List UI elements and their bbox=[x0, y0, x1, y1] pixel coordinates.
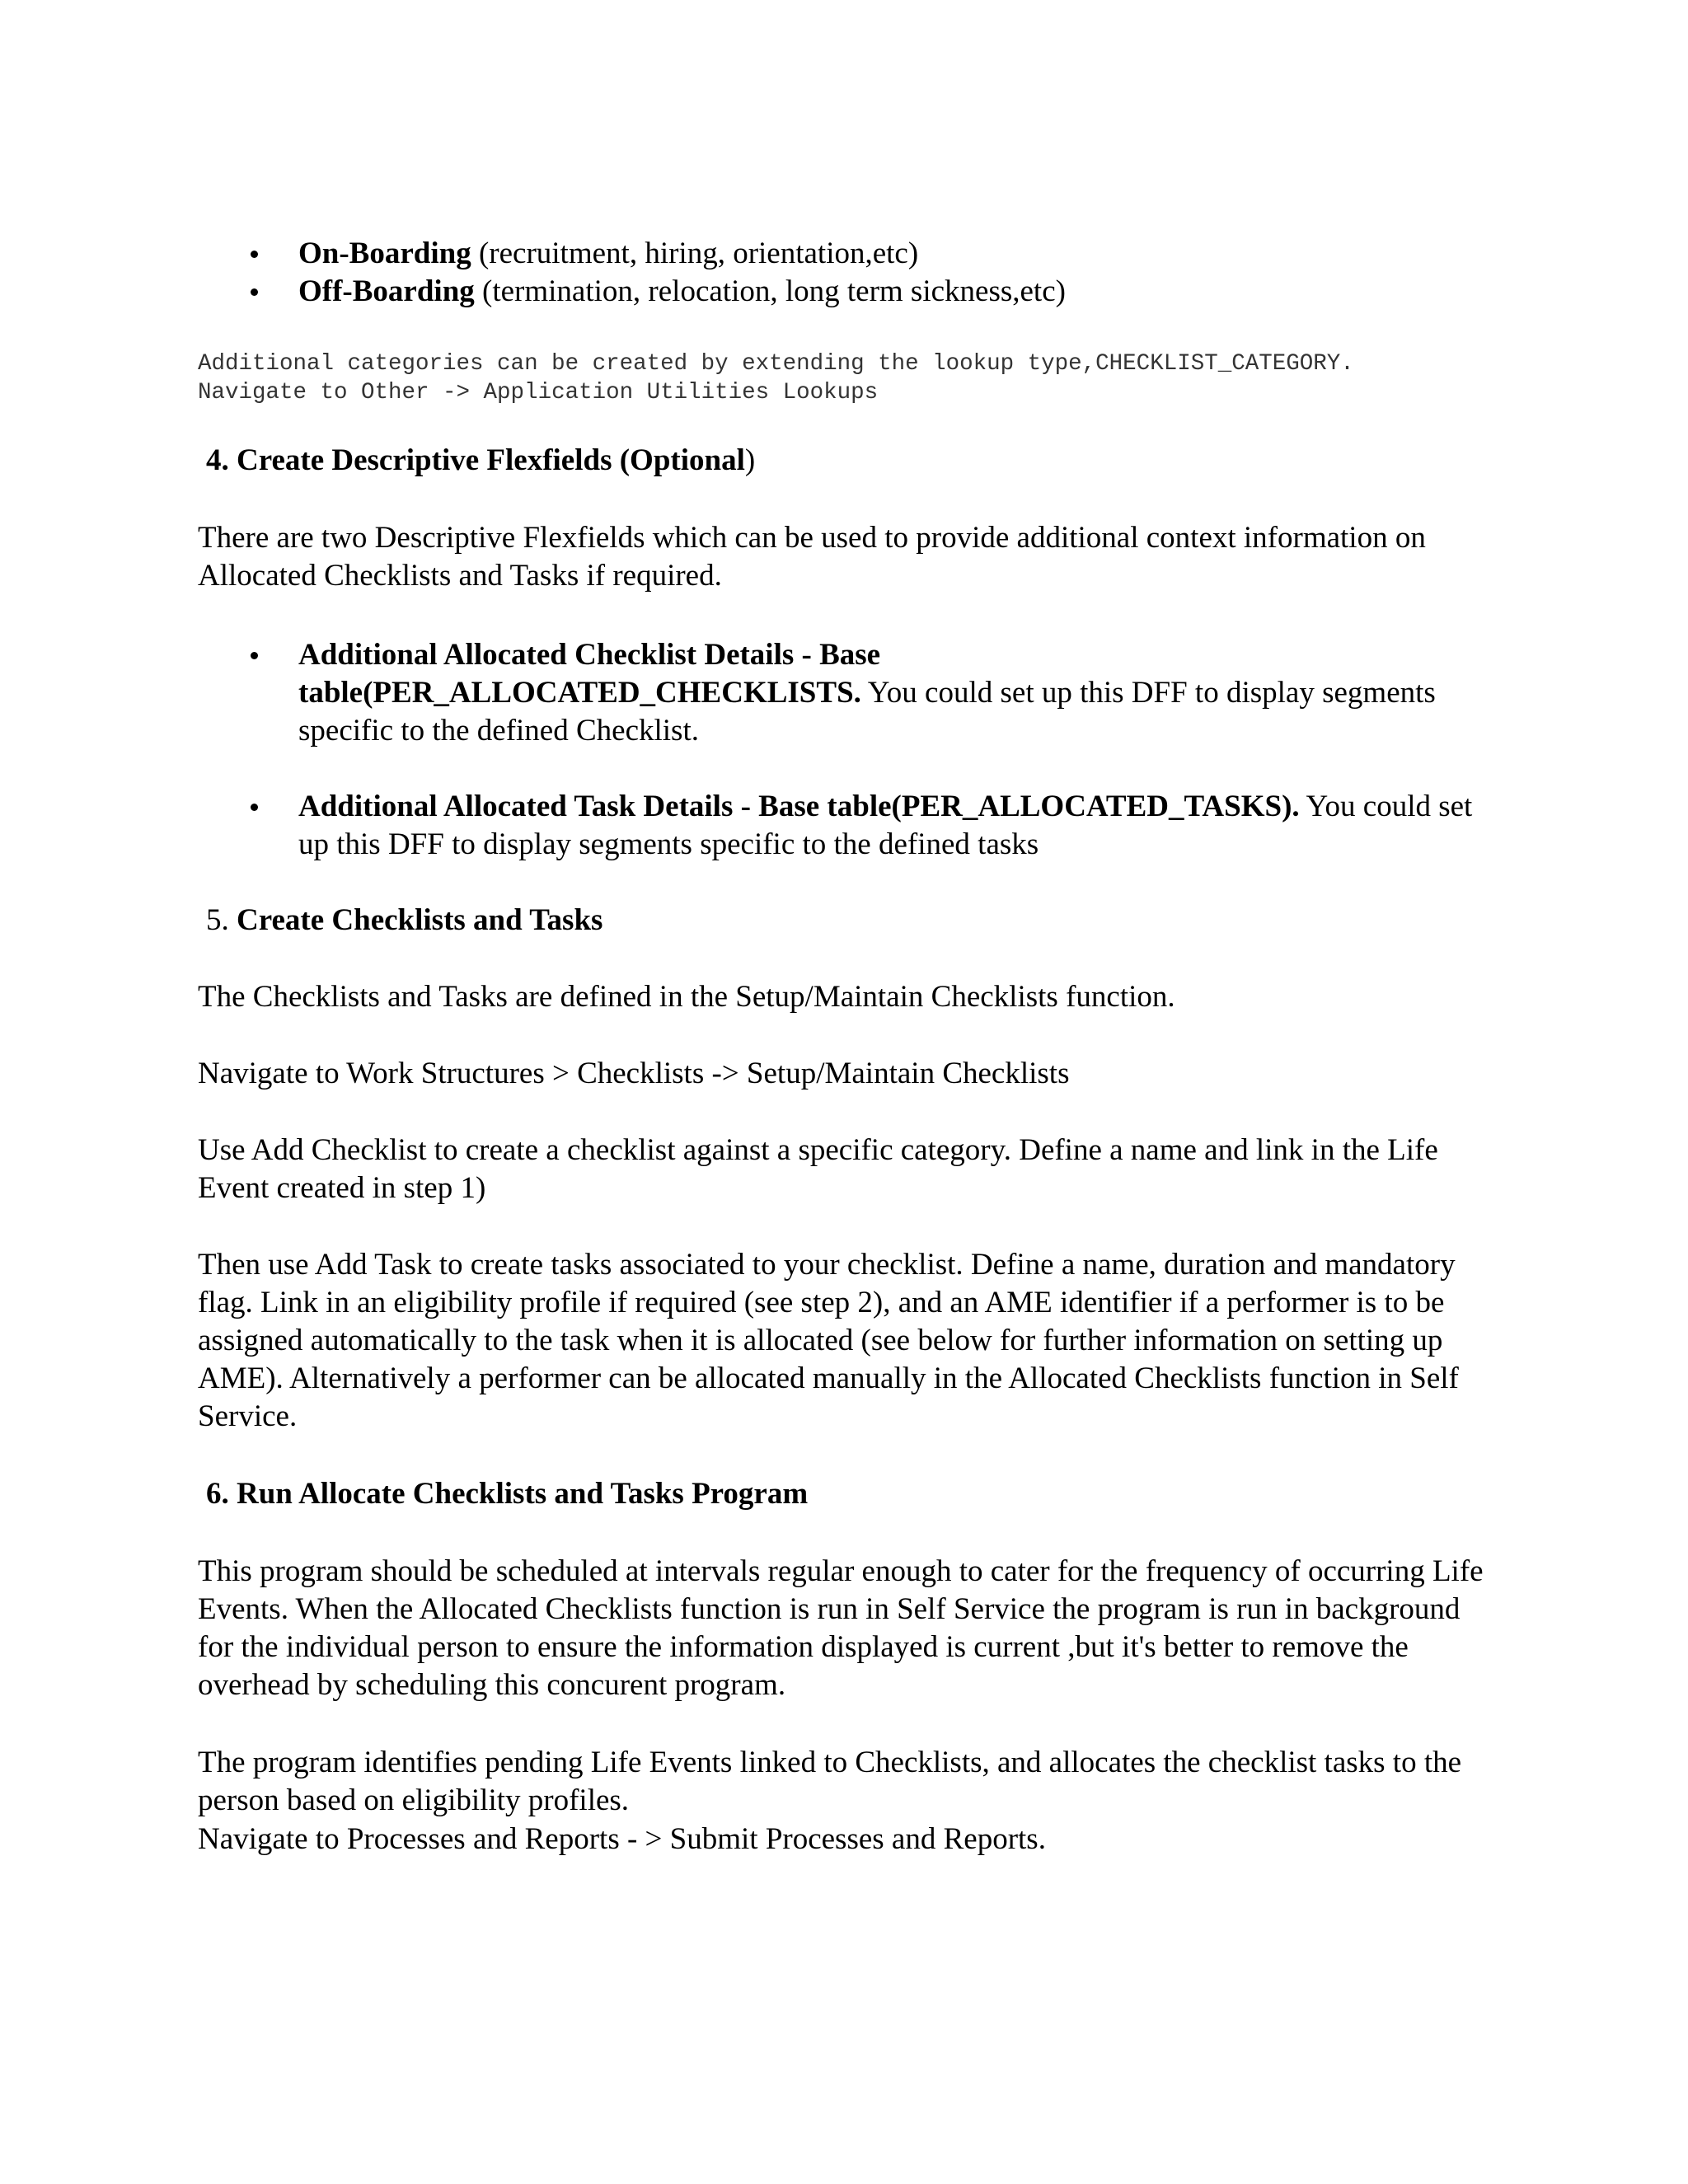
section-6-paragraph-3: Navigate to Processes and Reports - > Submit Processes and Reports. bbox=[198, 1822, 1046, 1856]
bullet-bold-text: Off-Boarding bbox=[298, 274, 475, 308]
section-5-paragraph-3: Use Add Checklist to create a checklist against a specific category. Define a name and link in the Life Event created in step 1) bbox=[198, 1133, 1438, 1205]
category-bullet-list bbox=[198, 235, 1492, 311]
section-5-heading-number: 5. bbox=[206, 903, 229, 937]
list-item bbox=[198, 636, 1492, 750]
dff-bullet-list bbox=[198, 636, 1492, 864]
section-4-intro: There are two Descriptive Flexfields which can be used to provide additional context information on Allocated Checklists and Tasks if required. bbox=[198, 521, 1426, 593]
section-4-heading-tail: ) bbox=[744, 443, 756, 477]
section-5-heading-text: Create Checklists and Tasks bbox=[228, 903, 603, 937]
bullet-bold-text: Additional Allocated Task Details - Base table(PER_ALLOCATED_TASKS). bbox=[298, 790, 1300, 823]
section-4-heading bbox=[206, 442, 755, 480]
bullet-bold-text: Additional Allocated Checklist Details - Base table(PER_ALLOCATED_CHECKLISTS. bbox=[298, 638, 881, 710]
lookup-note-line-2: Navigate to Other -> Application Utilities Lookups bbox=[198, 380, 879, 405]
lookup-note-line-1: Additional categories can be created by extending the lookup type,CHECKLIST_CATEGORY. bbox=[198, 351, 1354, 377]
list-item bbox=[198, 273, 1492, 311]
section-5-paragraph-4: Then use Add Task to create tasks associated to your checklist. Define a name, duration and mandatory flag. Link in an eligibility profile if required (see step 2), and an AME identifier if a performer is to be assigned automatically to the task when it is allocated (see below for further information on setting up AME). Alternatively a performer can be allocated manually in the Allocated Checklists function in Self Service. bbox=[198, 1248, 1459, 1433]
bullet-text: (recruitment, hiring, orientation,etc) bbox=[471, 237, 919, 270]
bullet-text: You could set up this DFF to display segments specific to the defined Checklist. bbox=[298, 676, 1436, 748]
bullet-text: You could set up this DFF to display segments specific to the defined tasks bbox=[298, 790, 1473, 861]
bullet-icon bbox=[251, 652, 258, 659]
section-5-heading bbox=[206, 902, 603, 940]
section-6-heading: 6. Run Allocate Checklists and Tasks Program bbox=[206, 1477, 809, 1511]
section-5-paragraph-2: Navigate to Work Structures > Checklists -> Setup/Maintain Checklists bbox=[198, 1057, 1070, 1090]
bullet-icon bbox=[251, 804, 258, 811]
bullet-icon bbox=[251, 251, 258, 258]
bullet-text: (termination, relocation, long term sickness,etc) bbox=[474, 274, 1066, 308]
list-item bbox=[198, 788, 1492, 864]
list-item bbox=[198, 235, 1492, 273]
section-4-heading-text: 4. Create Descriptive Flexfields (Optional bbox=[206, 443, 745, 477]
section-6-paragraph-1: This program should be scheduled at intervals regular enough to cater for the frequency of occurring Life Events. When the Allocated Checklists function is run in Self Service the program is run in background for the individual person to ensure the information displayed is current ,but it's better to remove the overhead by scheduling this concurent program. bbox=[198, 1554, 1484, 1702]
section-6-paragraph-2: The program identifies pending Life Events linked to Checklists, and allocates the checklist tasks to the person based on eligibility profiles. bbox=[198, 1746, 1462, 1817]
bullet-bold-text: On-Boarding bbox=[298, 237, 471, 270]
bullet-icon bbox=[251, 288, 258, 296]
section-5-paragraph-1: The Checklists and Tasks are defined in the Setup/Maintain Checklists function. bbox=[198, 980, 1175, 1014]
